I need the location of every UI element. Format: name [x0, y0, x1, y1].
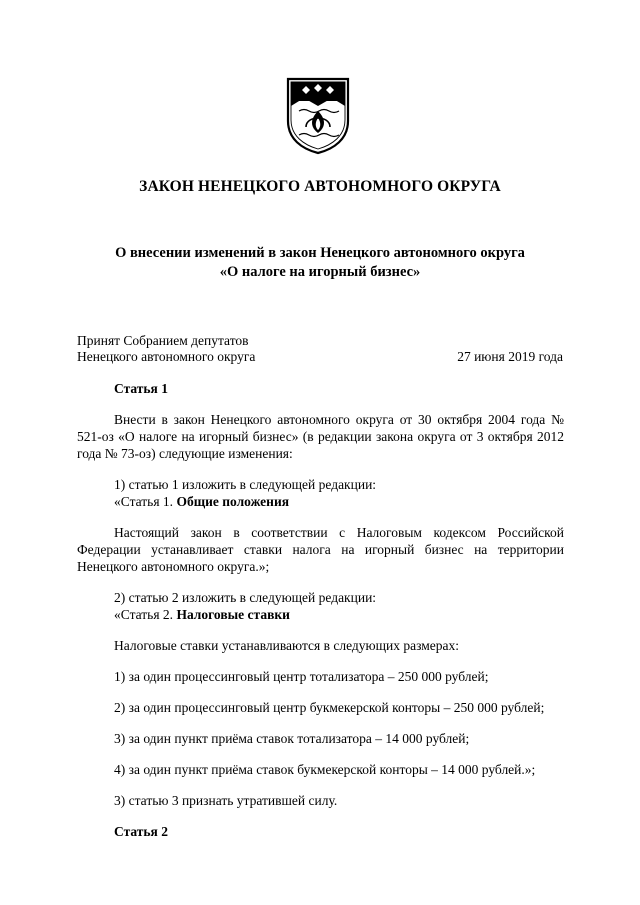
rate-item: 4) за один пункт приёма ставок букмекерской конторы – 14 000 рублей.»;	[114, 762, 536, 777]
article-1-new-text: Настоящий закон в соответствии с Налоговым кодексом Российской Федерации устанавливает ставки налога на игорный бизнес на территории Ненецкого автономного округа.»;	[77, 525, 564, 574]
adopted-by-line: Ненецкого автономного округа	[77, 349, 256, 364]
subtitle-line: О внесении изменений в закон Ненецкого автономного округа	[115, 245, 525, 261]
article-2-new-title	[77, 606, 564, 623]
new-article-title: Налоговые ставки	[176, 607, 290, 622]
new-article-prefix: «Статья 2.	[114, 607, 177, 622]
amendment-item-1: 1) статью 1 изложить в следующей редакции:	[114, 477, 377, 492]
document-title: ЗАКОН НЕНЕЦКОГО АВТОНОМНОГО ОКРУГА	[139, 178, 501, 195]
article-1-new-title	[77, 493, 564, 510]
rate-item: 2) за один процессинговый центр букмекерской конторы – 250 000 рублей;	[114, 700, 545, 715]
coat-of-arms-emblem	[284, 75, 352, 155]
document-body	[77, 380, 564, 840]
new-article-prefix: «Статья 1.	[114, 494, 177, 509]
amendment-item-3: 3) статью 3 признать утратившей силу.	[114, 793, 338, 808]
article-1-intro: Внести в закон Ненецкого автономного округа от 30 октября 2004 года № 521-оз «О налоге на игорный бизнес» (в редакции закона округа от 3 октября 2012 года № 73-оз) следующие изменения:	[77, 412, 564, 461]
amendment-item-2: 2) статью 2 изложить в следующей редакции:	[114, 590, 377, 605]
document-subtitle	[60, 244, 580, 282]
article-2-new-text: Налоговые ставки устанавливаются в следующих размерах:	[114, 638, 460, 653]
article-2-heading: Статья 2	[114, 824, 168, 839]
new-article-title: Общие положения	[176, 494, 290, 509]
adopted-by-line: Принят Собранием депутатов	[77, 333, 249, 348]
subtitle-line: «О налоге на игорный бизнес»	[219, 264, 421, 280]
adoption-date: 27 июня 2019 года	[457, 349, 563, 364]
rate-item: 3) за один пункт приёма ставок тотализатора – 14 000 рублей;	[114, 731, 470, 746]
adoption-info	[77, 333, 255, 365]
rate-item: 1) за один процессинговый центр тотализатора – 250 000 рублей;	[114, 669, 489, 684]
article-1-heading: Статья 1	[114, 381, 168, 396]
